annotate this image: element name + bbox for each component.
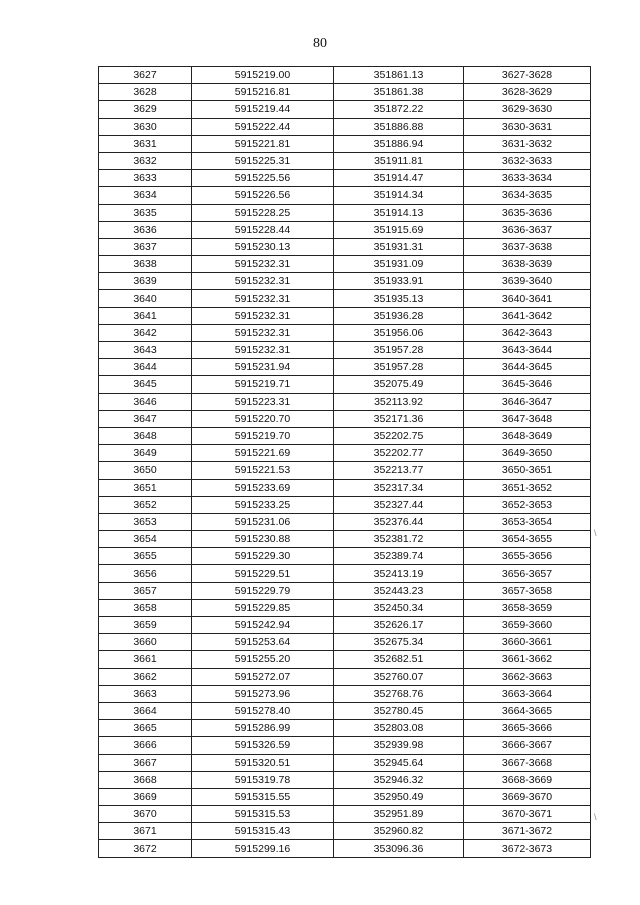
table-row: [99, 565, 591, 582]
table-row: [99, 823, 591, 840]
segment-cell: 3642-3643: [464, 324, 591, 341]
y-coordinate-cell: 351957.28: [334, 359, 464, 376]
point-number-cell: 3631: [99, 135, 192, 152]
point-number-cell: 3659: [99, 617, 192, 634]
x-coordinate-cell: 5915221.81: [192, 135, 334, 152]
table-body: [99, 67, 591, 858]
x-coordinate-cell: 5915232.31: [192, 342, 334, 359]
y-coordinate-cell: 352381.72: [334, 531, 464, 548]
y-coordinate-cell: 351861.13: [334, 67, 464, 84]
point-number-cell: 3635: [99, 204, 192, 221]
segment-cell: 3646-3647: [464, 393, 591, 410]
segment-cell: 3638-3639: [464, 256, 591, 273]
x-coordinate-cell: 5915286.99: [192, 720, 334, 737]
y-coordinate-cell: 352450.34: [334, 599, 464, 616]
x-coordinate-cell: 5915230.88: [192, 531, 334, 548]
table-row: [99, 668, 591, 685]
point-number-cell: 3642: [99, 324, 192, 341]
y-coordinate-cell: 351911.81: [334, 152, 464, 169]
point-number-cell: 3671: [99, 823, 192, 840]
segment-cell: 3671-3672: [464, 823, 591, 840]
point-number-cell: 3633: [99, 170, 192, 187]
x-coordinate-cell: 5915223.31: [192, 393, 334, 410]
y-coordinate-cell: 352202.77: [334, 445, 464, 462]
scan-mark: \: [594, 528, 597, 538]
table-row: [99, 393, 591, 410]
segment-cell: 3632-3633: [464, 152, 591, 169]
table-row: [99, 256, 591, 273]
y-coordinate-cell: 352768.76: [334, 685, 464, 702]
table-row: [99, 531, 591, 548]
segment-cell: 3629-3630: [464, 101, 591, 118]
segment-cell: 3635-3636: [464, 204, 591, 221]
table-row: [99, 307, 591, 324]
point-number-cell: 3657: [99, 582, 192, 599]
y-coordinate-cell: 351956.06: [334, 324, 464, 341]
y-coordinate-cell: 351861.38: [334, 84, 464, 101]
y-coordinate-cell: 352075.49: [334, 376, 464, 393]
table-row: [99, 496, 591, 513]
x-coordinate-cell: 5915315.43: [192, 823, 334, 840]
segment-cell: 3665-3666: [464, 720, 591, 737]
y-coordinate-cell: 351886.88: [334, 118, 464, 135]
point-number-cell: 3645: [99, 376, 192, 393]
point-number-cell: 3668: [99, 771, 192, 788]
segment-cell: 3657-3658: [464, 582, 591, 599]
y-coordinate-cell: 352803.08: [334, 720, 464, 737]
point-number-cell: 3669: [99, 788, 192, 805]
table-row: [99, 221, 591, 238]
point-number-cell: 3649: [99, 445, 192, 462]
y-coordinate-cell: 352950.49: [334, 788, 464, 805]
table-row: [99, 685, 591, 702]
y-coordinate-cell: 352626.17: [334, 617, 464, 634]
point-number-cell: 3652: [99, 496, 192, 513]
point-number-cell: 3664: [99, 702, 192, 719]
y-coordinate-cell: 351914.13: [334, 204, 464, 221]
segment-cell: 3666-3667: [464, 737, 591, 754]
segment-cell: 3670-3671: [464, 806, 591, 823]
x-coordinate-cell: 5915233.69: [192, 479, 334, 496]
y-coordinate-cell: 352946.32: [334, 771, 464, 788]
table-row: [99, 152, 591, 169]
table-row: [99, 101, 591, 118]
x-coordinate-cell: 5915232.31: [192, 324, 334, 341]
segment-cell: 3643-3644: [464, 342, 591, 359]
y-coordinate-cell: 352780.45: [334, 702, 464, 719]
x-coordinate-cell: 5915216.81: [192, 84, 334, 101]
x-coordinate-cell: 5915219.70: [192, 427, 334, 444]
table-row: [99, 754, 591, 771]
table-row: [99, 204, 591, 221]
table-row: [99, 67, 591, 84]
x-coordinate-cell: 5915315.53: [192, 806, 334, 823]
x-coordinate-cell: 5915228.25: [192, 204, 334, 221]
y-coordinate-cell: 351914.47: [334, 170, 464, 187]
table-row: [99, 84, 591, 101]
point-number-cell: 3665: [99, 720, 192, 737]
segment-cell: 3634-3635: [464, 187, 591, 204]
table-row: [99, 806, 591, 823]
x-coordinate-cell: 5915242.94: [192, 617, 334, 634]
y-coordinate-cell: 352682.51: [334, 651, 464, 668]
table-row: [99, 359, 591, 376]
segment-cell: 3662-3663: [464, 668, 591, 685]
segment-cell: 3640-3641: [464, 290, 591, 307]
x-coordinate-cell: 5915273.96: [192, 685, 334, 702]
segment-cell: 3653-3654: [464, 513, 591, 530]
segment-cell: 3655-3656: [464, 548, 591, 565]
point-number-cell: 3655: [99, 548, 192, 565]
x-coordinate-cell: 5915278.40: [192, 702, 334, 719]
segment-cell: 3649-3650: [464, 445, 591, 462]
y-coordinate-cell: 352113.92: [334, 393, 464, 410]
y-coordinate-cell: 353096.36: [334, 840, 464, 857]
point-number-cell: 3656: [99, 565, 192, 582]
segment-cell: 3661-3662: [464, 651, 591, 668]
table-row: [99, 324, 591, 341]
y-coordinate-cell: 351914.34: [334, 187, 464, 204]
table-row: [99, 118, 591, 135]
table-row: [99, 273, 591, 290]
x-coordinate-cell: 5915326.59: [192, 737, 334, 754]
segment-cell: 3654-3655: [464, 531, 591, 548]
y-coordinate-cell: 352376.44: [334, 513, 464, 530]
point-number-cell: 3660: [99, 634, 192, 651]
scan-mark: \: [594, 812, 597, 822]
x-coordinate-cell: 5915221.69: [192, 445, 334, 462]
table-row: [99, 410, 591, 427]
segment-cell: 3663-3664: [464, 685, 591, 702]
x-coordinate-cell: 5915232.31: [192, 307, 334, 324]
y-coordinate-cell: 351931.09: [334, 256, 464, 273]
point-number-cell: 3640: [99, 290, 192, 307]
y-coordinate-cell: 352960.82: [334, 823, 464, 840]
y-coordinate-cell: 351933.91: [334, 273, 464, 290]
x-coordinate-cell: 5915226.56: [192, 187, 334, 204]
x-coordinate-cell: 5915299.16: [192, 840, 334, 857]
y-coordinate-cell: 352213.77: [334, 462, 464, 479]
segment-cell: 3658-3659: [464, 599, 591, 616]
x-coordinate-cell: 5915229.51: [192, 565, 334, 582]
table-row: [99, 187, 591, 204]
x-coordinate-cell: 5915228.44: [192, 221, 334, 238]
point-number-cell: 3666: [99, 737, 192, 754]
point-number-cell: 3638: [99, 256, 192, 273]
x-coordinate-cell: 5915233.25: [192, 496, 334, 513]
y-coordinate-cell: 352171.36: [334, 410, 464, 427]
table-row: [99, 376, 591, 393]
table-row: [99, 427, 591, 444]
segment-cell: 3672-3673: [464, 840, 591, 857]
table-row: [99, 290, 591, 307]
point-number-cell: 3647: [99, 410, 192, 427]
table-row: [99, 617, 591, 634]
point-number-cell: 3658: [99, 599, 192, 616]
segment-cell: 3656-3657: [464, 565, 591, 582]
segment-cell: 3647-3648: [464, 410, 591, 427]
y-coordinate-cell: 352760.07: [334, 668, 464, 685]
point-number-cell: 3644: [99, 359, 192, 376]
y-coordinate-cell: 352945.64: [334, 754, 464, 771]
segment-cell: 3650-3651: [464, 462, 591, 479]
segment-cell: 3652-3653: [464, 496, 591, 513]
y-coordinate-cell: 351936.28: [334, 307, 464, 324]
table-row: [99, 651, 591, 668]
x-coordinate-cell: 5915255.20: [192, 651, 334, 668]
table-row: [99, 737, 591, 754]
y-coordinate-cell: 351886.94: [334, 135, 464, 152]
table-row: [99, 634, 591, 651]
table-row: [99, 788, 591, 805]
point-number-cell: 3639: [99, 273, 192, 290]
y-coordinate-cell: 352202.75: [334, 427, 464, 444]
x-coordinate-cell: 5915225.56: [192, 170, 334, 187]
y-coordinate-cell: 352939.98: [334, 737, 464, 754]
segment-cell: 3631-3632: [464, 135, 591, 152]
x-coordinate-cell: 5915230.13: [192, 238, 334, 255]
y-coordinate-cell: 352317.34: [334, 479, 464, 496]
y-coordinate-cell: 352951.89: [334, 806, 464, 823]
table-row: [99, 582, 591, 599]
table-row: [99, 599, 591, 616]
point-number-cell: 3667: [99, 754, 192, 771]
page-number: 80: [313, 36, 327, 51]
point-number-cell: 3650: [99, 462, 192, 479]
point-number-cell: 3646: [99, 393, 192, 410]
x-coordinate-cell: 5915320.51: [192, 754, 334, 771]
table-row: [99, 840, 591, 857]
table-row: [99, 445, 591, 462]
table-row: [99, 513, 591, 530]
y-coordinate-cell: 351872.22: [334, 101, 464, 118]
table-row: [99, 720, 591, 737]
point-number-cell: 3628: [99, 84, 192, 101]
point-number-cell: 3662: [99, 668, 192, 685]
x-coordinate-cell: 5915232.31: [192, 273, 334, 290]
segment-cell: 3644-3645: [464, 359, 591, 376]
segment-cell: 3659-3660: [464, 617, 591, 634]
table-row: [99, 479, 591, 496]
x-coordinate-cell: 5915220.70: [192, 410, 334, 427]
x-coordinate-cell: 5915272.07: [192, 668, 334, 685]
point-number-cell: 3641: [99, 307, 192, 324]
table-row: [99, 238, 591, 255]
point-number-cell: 3627: [99, 67, 192, 84]
table-row: [99, 548, 591, 565]
y-coordinate-cell: 351931.31: [334, 238, 464, 255]
table-row: [99, 342, 591, 359]
segment-cell: 3668-3669: [464, 771, 591, 788]
x-coordinate-cell: 5915253.64: [192, 634, 334, 651]
segment-cell: 3664-3665: [464, 702, 591, 719]
y-coordinate-cell: 352443.23: [334, 582, 464, 599]
x-coordinate-cell: 5915222.44: [192, 118, 334, 135]
x-coordinate-cell: 5915229.30: [192, 548, 334, 565]
y-coordinate-cell: 351957.28: [334, 342, 464, 359]
x-coordinate-cell: 5915319.78: [192, 771, 334, 788]
point-number-cell: 3636: [99, 221, 192, 238]
point-number-cell: 3637: [99, 238, 192, 255]
point-number-cell: 3663: [99, 685, 192, 702]
point-number-cell: 3670: [99, 806, 192, 823]
point-number-cell: 3629: [99, 101, 192, 118]
point-number-cell: 3672: [99, 840, 192, 857]
segment-cell: 3669-3670: [464, 788, 591, 805]
segment-cell: 3628-3629: [464, 84, 591, 101]
point-number-cell: 3634: [99, 187, 192, 204]
x-coordinate-cell: 5915231.94: [192, 359, 334, 376]
point-number-cell: 3653: [99, 513, 192, 530]
segment-cell: 3648-3649: [464, 427, 591, 444]
segment-cell: 3627-3628: [464, 67, 591, 84]
x-coordinate-cell: 5915219.00: [192, 67, 334, 84]
x-coordinate-cell: 5915219.44: [192, 101, 334, 118]
segment-cell: 3667-3668: [464, 754, 591, 771]
point-number-cell: 3648: [99, 427, 192, 444]
segment-cell: 3639-3640: [464, 273, 591, 290]
x-coordinate-cell: 5915229.85: [192, 599, 334, 616]
segment-cell: 3651-3652: [464, 479, 591, 496]
table-row: [99, 135, 591, 152]
x-coordinate-cell: 5915219.71: [192, 376, 334, 393]
point-number-cell: 3643: [99, 342, 192, 359]
table-row: [99, 170, 591, 187]
y-coordinate-cell: 352675.34: [334, 634, 464, 651]
segment-cell: 3645-3646: [464, 376, 591, 393]
segment-cell: 3630-3631: [464, 118, 591, 135]
coordinates-table: [98, 66, 591, 858]
x-coordinate-cell: 5915315.55: [192, 788, 334, 805]
y-coordinate-cell: 352327.44: [334, 496, 464, 513]
point-number-cell: 3661: [99, 651, 192, 668]
segment-cell: 3636-3637: [464, 221, 591, 238]
y-coordinate-cell: 351915.69: [334, 221, 464, 238]
segment-cell: 3637-3638: [464, 238, 591, 255]
x-coordinate-cell: 5915229.79: [192, 582, 334, 599]
point-number-cell: 3651: [99, 479, 192, 496]
y-coordinate-cell: 352389.74: [334, 548, 464, 565]
table-row: [99, 702, 591, 719]
segment-cell: 3641-3642: [464, 307, 591, 324]
x-coordinate-cell: 5915231.06: [192, 513, 334, 530]
point-number-cell: 3632: [99, 152, 192, 169]
x-coordinate-cell: 5915232.31: [192, 256, 334, 273]
x-coordinate-cell: 5915225.31: [192, 152, 334, 169]
point-number-cell: 3654: [99, 531, 192, 548]
x-coordinate-cell: 5915232.31: [192, 290, 334, 307]
y-coordinate-cell: 351935.13: [334, 290, 464, 307]
segment-cell: 3660-3661: [464, 634, 591, 651]
table-row: [99, 771, 591, 788]
x-coordinate-cell: 5915221.53: [192, 462, 334, 479]
segment-cell: 3633-3634: [464, 170, 591, 187]
table-row: [99, 462, 591, 479]
point-number-cell: 3630: [99, 118, 192, 135]
y-coordinate-cell: 352413.19: [334, 565, 464, 582]
